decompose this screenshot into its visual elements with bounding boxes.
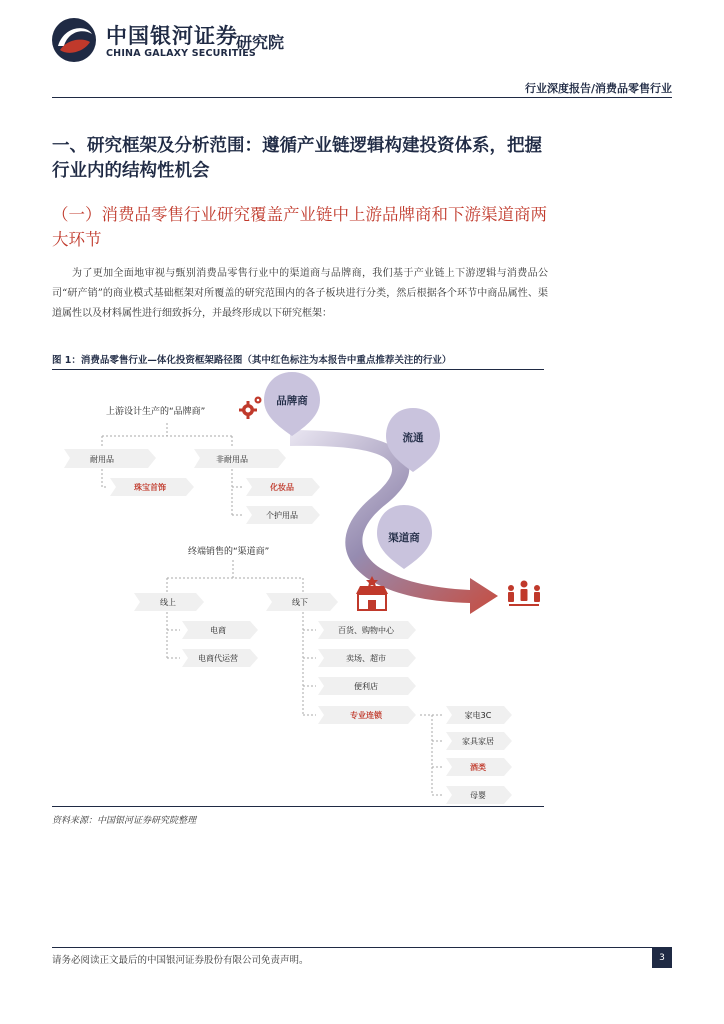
section-heading: 一、研究框架及分析范围：遵循产业链逻辑构建投资体系，把握行业内的结构性机会 — [52, 136, 542, 181]
cosmetics-label: 化妆品 — [270, 483, 294, 492]
body-paragraph: 为了更加全面地审视与甄别消费品零售行业中的渠道商与品牌商，我们基于产业链上下游逻辑与消费品公司“研产销”的商业模式基础框架对所覆盖的研究范围内的各子板块进行分类，然后根据各个环节中商品属性、渠道属性以及材料属性进行细致拆分，并最终形成以下研究框架： — [52, 268, 548, 319]
section-subheading: （一）消费品零售行业研究覆盖产业链中上游品牌商和下游渠道商两大环节 — [52, 205, 547, 249]
figure-bottom-rule — [52, 806, 544, 807]
ecom-ops-label: 电商代运营 — [198, 654, 238, 663]
page-number: 3 — [652, 948, 672, 968]
jewelry-label: 珠宝首饰 — [134, 483, 166, 492]
header-divider — [52, 97, 672, 98]
convenience-label: 便利店 — [354, 682, 378, 691]
ecommerce-label: 电商 — [210, 626, 226, 635]
consumers-icon — [508, 581, 540, 607]
department-label: 百货、购物中心 — [338, 626, 394, 635]
downstream-title: 终端销售的“渠道商” — [188, 547, 270, 557]
supermarket-label: 卖场、超市 — [346, 654, 386, 663]
channel-bubble — [377, 505, 432, 569]
appliance-label: 家电3C — [464, 711, 492, 720]
framework-diagram — [0, 370, 724, 806]
upstream-title: 上游设计生产的“品牌商” — [106, 407, 206, 417]
figure-source: 资料来源：中国银河证券研究院整理 — [52, 816, 197, 826]
maternal-label: 母婴 — [470, 791, 486, 800]
institute-label: 研究院 — [236, 33, 285, 52]
durable-label: 耐用品 — [90, 455, 114, 464]
liquor-label: 酒类 — [470, 763, 486, 772]
figure-title: 图 1：消费品零售行业—体化投资框架路径图（其中红色标注为本报告中重点推荐关注的行业） — [52, 355, 452, 366]
logo-en-text: CHINA GALAXY SECURITIES — [106, 48, 256, 59]
online-label: 线上 — [160, 598, 176, 607]
gear-icon — [239, 397, 262, 420]
nondurable-label: 非耐用品 — [216, 455, 248, 464]
specialty-label: 专业连锁 — [350, 711, 382, 720]
company-logo — [50, 14, 300, 66]
furniture-label: 家具家居 — [462, 737, 494, 746]
report-type: 行业深度报告/消费品零售行业 — [524, 82, 672, 95]
channel-bubble-label: 渠道商 — [388, 532, 420, 544]
footer-divider — [52, 947, 672, 948]
upstream-connectors — [102, 423, 244, 515]
circulation-bubble-label: 流通 — [402, 432, 424, 444]
footer-disclaimer: 请务必阅读正文最后的中国银河证券股份有限公司免责声明。 — [52, 955, 309, 966]
brand-bubble-label: 品牌商 — [276, 395, 308, 407]
brand-bubble — [264, 372, 320, 436]
galaxy-logo-icon — [50, 16, 98, 64]
personal-care-label: 个护用品 — [266, 511, 298, 520]
offline-label: 线下 — [292, 598, 308, 607]
logo-cn-text: 中国银河证券 — [106, 24, 238, 48]
